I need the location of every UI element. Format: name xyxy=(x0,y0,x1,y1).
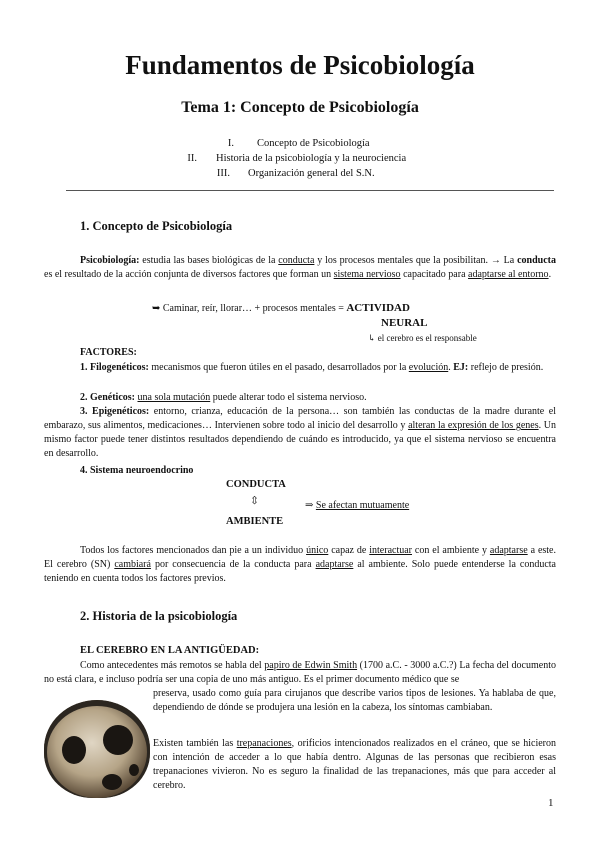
toc-item: Organización general del S.N. xyxy=(248,168,375,179)
text: capacitado para xyxy=(400,269,469,280)
toc-item: Historia de la psicobiología y la neurociencia xyxy=(216,153,407,164)
ambiente-label: AMBIENTE xyxy=(226,516,284,527)
text: . xyxy=(548,269,552,280)
term: Psicobiología: xyxy=(80,255,140,266)
text: Como antecedentes más remotos se habla del xyxy=(80,660,265,671)
document-title: Fundamentos de Psicobiología xyxy=(125,50,475,80)
page-number: 1 xyxy=(548,797,554,809)
section-heading: 2. Historia de la psicobiología xyxy=(80,609,238,623)
term: 1. Filogenéticos: xyxy=(80,362,149,373)
text: al ambiente. Solo puede entenderse la conducta teniendo en cuenta todos los factores previos. xyxy=(44,559,556,584)
toc-number: III. xyxy=(216,168,230,179)
text: a este. El cerebro (SN) xyxy=(44,545,556,570)
factor-1 xyxy=(44,361,556,375)
paragraph-trepanaciones xyxy=(153,737,556,793)
bold-text: ACTIVIDAD xyxy=(346,302,410,314)
text: mecanismos que fueron útiles en el pasado, desarrollados por la xyxy=(148,362,409,373)
arrow: ⇒ xyxy=(305,500,316,511)
toc-item: Concepto de Psicobiología xyxy=(257,138,370,149)
text: ➥ Caminar, reír, llorar… + procesos mentales = xyxy=(152,303,347,314)
subsection-heading: EL CEREBRO EN LA ANTIGÜEDAD: xyxy=(80,645,260,656)
underlined-text: adaptarse xyxy=(489,545,528,556)
text: Todos los factores mencionados dan pie a un individuo xyxy=(80,545,307,556)
table-of-contents xyxy=(0,138,600,183)
conducta-label: CONDUCTA xyxy=(226,479,286,490)
underlined-text: sistema nervioso xyxy=(333,269,401,280)
bold-text: conducta xyxy=(517,255,556,266)
paragraph-papiro-cont: preserva, usado como guía para cirujanos que describe varios tipos de lesiones. Ya hablaba de que, dependiendo de dónde se produjera una lesión en la cabeza, los síntomas cambiaban. xyxy=(153,688,556,713)
skull-illustration xyxy=(44,700,150,798)
term: 2. Genéticos: xyxy=(80,392,135,403)
text: estudia las bases biológicas de la xyxy=(139,255,279,266)
text: . Un mismo factor puede tener distintos resultados dependiendo de cuándo es introducido, ya que el sistema nervioso se encuentra en desarrollo. xyxy=(44,420,556,459)
text: es el resultado de la acción conjunta de diversos factores que forman un xyxy=(44,269,334,280)
term: 3. Epigenéticos: xyxy=(80,406,150,417)
activity-line xyxy=(152,301,410,316)
document-subtitle: Tema 1: Concepto de Psicobiología xyxy=(181,99,419,116)
section-heading: 1. Concepto de Psicobiología xyxy=(80,219,233,233)
toc-number: II. xyxy=(187,153,197,164)
underlined-text: evolución xyxy=(408,362,449,373)
factor-4: 4. Sistema neuroendocrino xyxy=(80,465,194,476)
underlined-text: único xyxy=(306,545,329,556)
underlined-text: interactuar xyxy=(369,545,412,556)
text: por consecuencia de la conducta para xyxy=(150,559,316,570)
factores-label: FACTORES: xyxy=(80,347,137,358)
text: puede alterar todo el sistema nervioso. xyxy=(210,392,367,403)
underlined-text: papiro de Edwin Smith xyxy=(264,660,358,671)
text: . xyxy=(448,362,454,373)
underlined-text: adaptarse al entorno xyxy=(468,269,549,280)
underlined-text: cambiará xyxy=(114,559,151,570)
paragraph-papiro xyxy=(44,659,556,687)
toc-number: I. xyxy=(227,138,234,149)
underlined-text: adaptarse xyxy=(315,559,354,570)
text: y los procesos mentales que la posibilitan. → La xyxy=(314,255,518,266)
trepanned-skull-image xyxy=(44,700,150,798)
text: con el ambiente y xyxy=(412,545,490,556)
bold-text: EJ: xyxy=(453,362,469,373)
text: entorno, crianza, educación de la persona… son también las conductas de la madre durante el embarazo, sus alimentos, medicaciones… Intervienen sobre todo al inicio del desarrollo y xyxy=(44,406,556,431)
text: capaz de xyxy=(328,545,370,556)
text: (1700 a.C. - 3000 a.C.?) La fecha del documento no está clara, e incluso podría ser una copia de uno más antiguo. Es el primer documento médico que se xyxy=(44,660,556,685)
underlined-text: una sola mutación xyxy=(137,392,211,403)
updown-arrow: ⇳ xyxy=(250,495,260,507)
neural-label: NEURAL xyxy=(381,317,428,329)
text: , orificios intencionados realizados en el cráneo, que se hicieron con intención de acceder a lo que había dentro. Algunas de las personas que recibieron esas trepanaciones vivieron. No es seguro la finalidad de las trepanaciones, más que para acceder al cerebro. xyxy=(153,738,556,791)
paragraph-definition xyxy=(44,254,556,282)
paragraph-summary xyxy=(44,544,556,586)
underlined-text: conducta xyxy=(278,255,315,266)
factor-3 xyxy=(44,405,556,461)
underlined-text: alteran la expresión de los genes xyxy=(408,420,539,431)
underlined-text: Se afectan mutuamente xyxy=(315,500,410,511)
factor-2 xyxy=(80,391,556,405)
text: Existen también las xyxy=(153,738,237,749)
text: reflejo de presión. xyxy=(468,362,544,373)
responsable-note: ↳ el cerebro es el responsable xyxy=(368,333,477,343)
underlined-text: trepanaciones xyxy=(236,738,292,749)
mutual-note xyxy=(305,499,409,513)
divider xyxy=(66,190,554,191)
